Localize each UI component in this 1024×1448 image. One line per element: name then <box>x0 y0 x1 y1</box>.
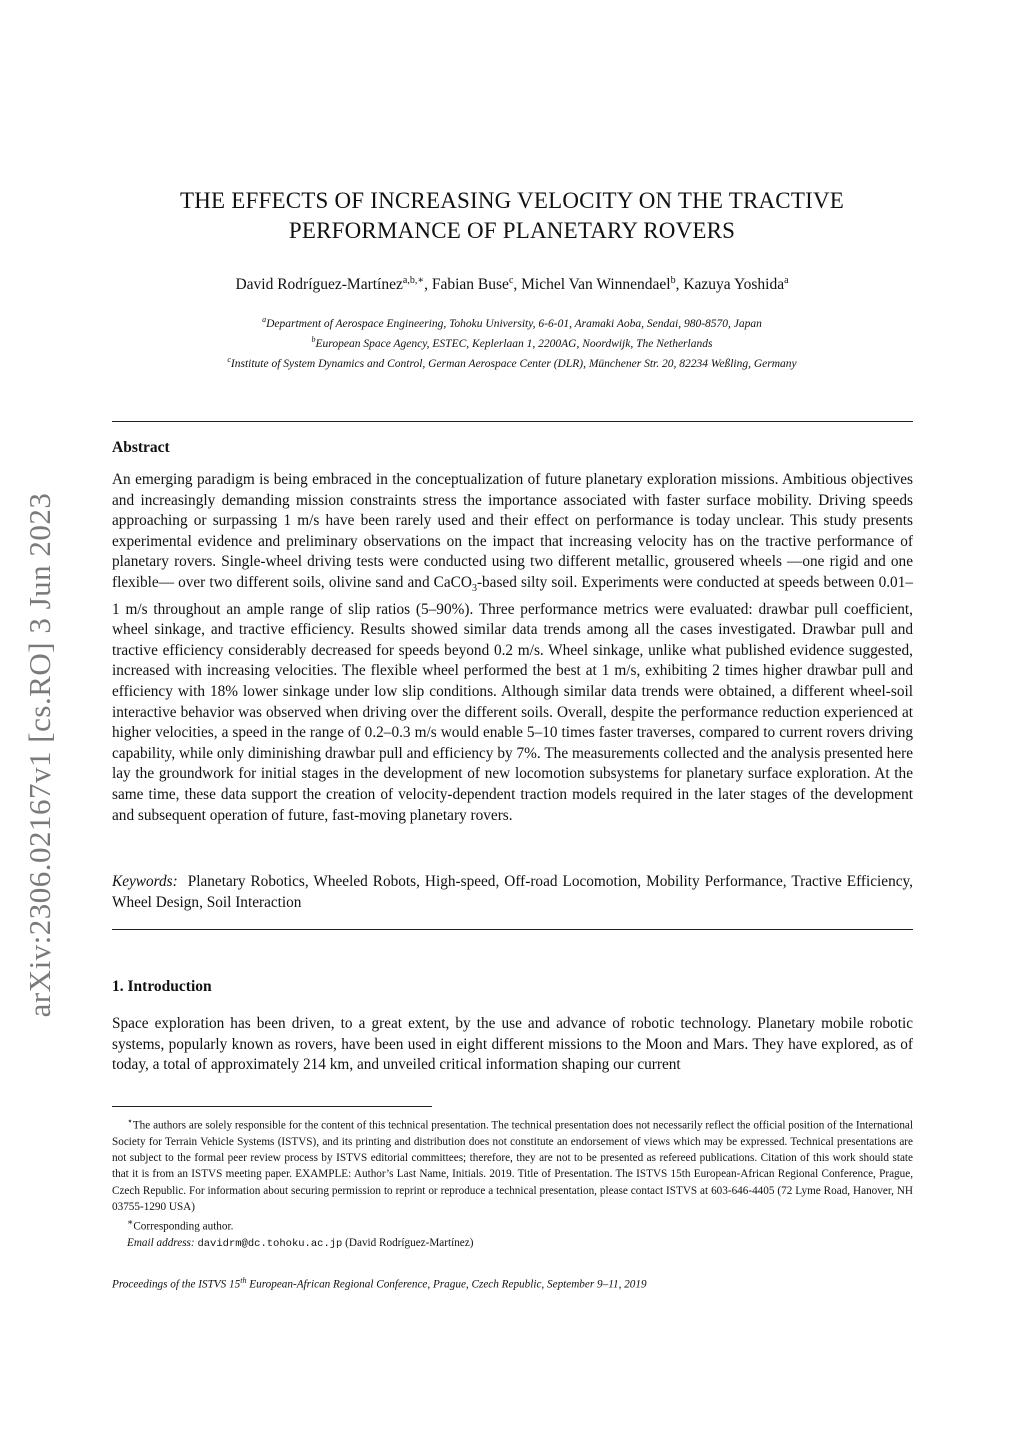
email-address: davidrm@dc.tohoku.ac.jp <box>197 1237 343 1250</box>
keywords-list: Planetary Robotics, Wheeled Robots, High-speed, Off-road Locomotion, Mobility Performance, Tractive Efficiency, Wheel Design, Soil Interaction <box>112 873 913 911</box>
abstract-top-rule <box>112 421 913 422</box>
affiliation: $^a$Department of Aerospace Engineering, Tohoku University, 6-6-01, Aramaki Aoba, Sendai, 980-8570, Japan <box>262 315 762 330</box>
proceedings-footer: Proceedings of the ISTVS 15th European-African Regional Conference, Prague, Czech Republic, September 9–11, 2019 <box>112 1276 647 1291</box>
footnote-rule <box>112 1106 432 1107</box>
author: Michel Van Winnendael$^b$, <box>521 275 684 294</box>
footnotes <box>112 1114 913 1252</box>
title-line-2: PERFORMANCE OF PLANETARY ROVERS <box>288 218 736 243</box>
keywords-label: Keywords: <box>112 873 178 890</box>
footnote-corresponding: ∗Corresponding author. <box>127 1217 234 1233</box>
author-list <box>112 275 912 294</box>
arxiv-sidebar-stamp <box>22 460 58 1050</box>
affiliation: $^b$European Space Agency, ESTEC, Keplerlaan 1, 2200AG, Noordwijk, The Netherlands <box>311 334 713 350</box>
abstract-bottom-rule <box>112 929 913 930</box>
title-line-1: THE EFFECTS OF INCREASING VELOCITY ON THE TRACTIVE <box>179 188 845 213</box>
footnote-disclaimer: ⋆The authors are solely responsible for the content of this technical presentation. The technical presentation does not necessarily reflect the official position of the International Society for Terrain Vehicle Systems (ISTVS), and its printing and distribution does not constitute an endorsement of views which may be expressed. Technical presentations are not subject to the formal peer review process by ISTVS editorial committees; therefore, they are not to be presented as refereed publications. Citation of this work should state that it is from an ISTVS meeting paper. EXAMPLE: Author’s Last Name, Initials. 2019. Title of Presentation. The ISTVS 15th European-African Regional Conference, Prague, Czech Republic. For information about securing permission to reprint or reproduce a technical presentation, please contact ISTVS at 603-646-4405 (72 Lyme Road, Hanover, NH 03755-1290 USA) <box>112 1117 913 1213</box>
keywords <box>112 872 913 913</box>
abstract-heading: Abstract <box>112 439 170 456</box>
affiliations <box>112 312 912 371</box>
arxiv-id: arXiv:2306.02167v1 [cs.RO] 3 Jun 2023 <box>22 492 57 1018</box>
author: Kazuya Yoshida$^a$ <box>683 275 789 294</box>
paper-title <box>112 186 912 246</box>
footnote-email: Email address: davidrm@dc.tohoku.ac.jp (David Rodríguez-Martínez) <box>127 1236 474 1250</box>
section-heading-introduction: 1. Introduction <box>112 978 212 995</box>
abstract-body: An emerging paradigm is being embraced in the conceptualization of future planetary exploration missions. Ambitious objectives and increasingly demanding mission constraints stress the importance associated with faster surface mobility. Driving speeds approaching or surpassing 1 m/s have been rarely used and their effect on performance is today unclear. This study presents experimental evidence and preliminary observations on the impact that increasing velocity has on the tractive performance of planetary rovers. Single-wheel driving tests were conducted using two different metallic, grousered wheels —one rigid and one flexible— over two different soils, olivine sand and CaCO$_3$-based silty soil. Experiments were conducted at speeds between 0.01–1 m/s throughout an ample range of slip ratios (5–90%). Three performance metrics were evaluated: drawbar pull coefficient, wheel sinkage, and tractive efficiency. Results showed similar data trends among all the cases investigated. Drawbar pull and tractive efficiency considerably decreased for speeds beyond 0.2 m/s. Wheel sinkage, unlike what published evidence suggested, increased with increasing velocities. The flexible wheel performed the best at 1 m/s, exhibiting 2 times higher drawbar pull and efficiency with 18% lower sinkage under low slip conditions. Although similar data trends were obtained, a different wheel-soil interactive behavior was observed when driving over the different soils. Overall, despite the performance reduction experienced at higher velocities, a speed in the range of 0.2–0.3 m/s would enable 5–10 times faster traverses, compared to current rovers driving capability, while only diminishing drawbar pull and efficiency by 7%. The measurements collected and the analysis presented here lay the groundwork for initial stages in the development of new locomotion subsystems for planetary surface exploration. At the same time, these data support the creation of velocity-dependent traction models required in the later stages of the development and subsequent operation of future, fast-moving planetary rovers. <box>112 471 913 824</box>
author: David Rodríguez-Martínez$^{a,b,∗}$, <box>235 275 432 294</box>
introduction-body: Space exploration has been driven, to a great extent, by the use and advance of robotic technology. Planetary mobile robotic systems, popularly known as rovers, have been used in eight different missions to the Moon and Mars. They have explored, as of today, a total of approximately 214 km, and unveiled critical information shaping our current <box>112 1015 913 1074</box>
affiliation: $^c$Institute of System Dynamics and Control, German Aerospace Center (DLR), Münchener Str. 20, 82234 Weßling, Germany <box>227 354 797 370</box>
author: Fabian Buse$^c$, <box>431 275 522 294</box>
